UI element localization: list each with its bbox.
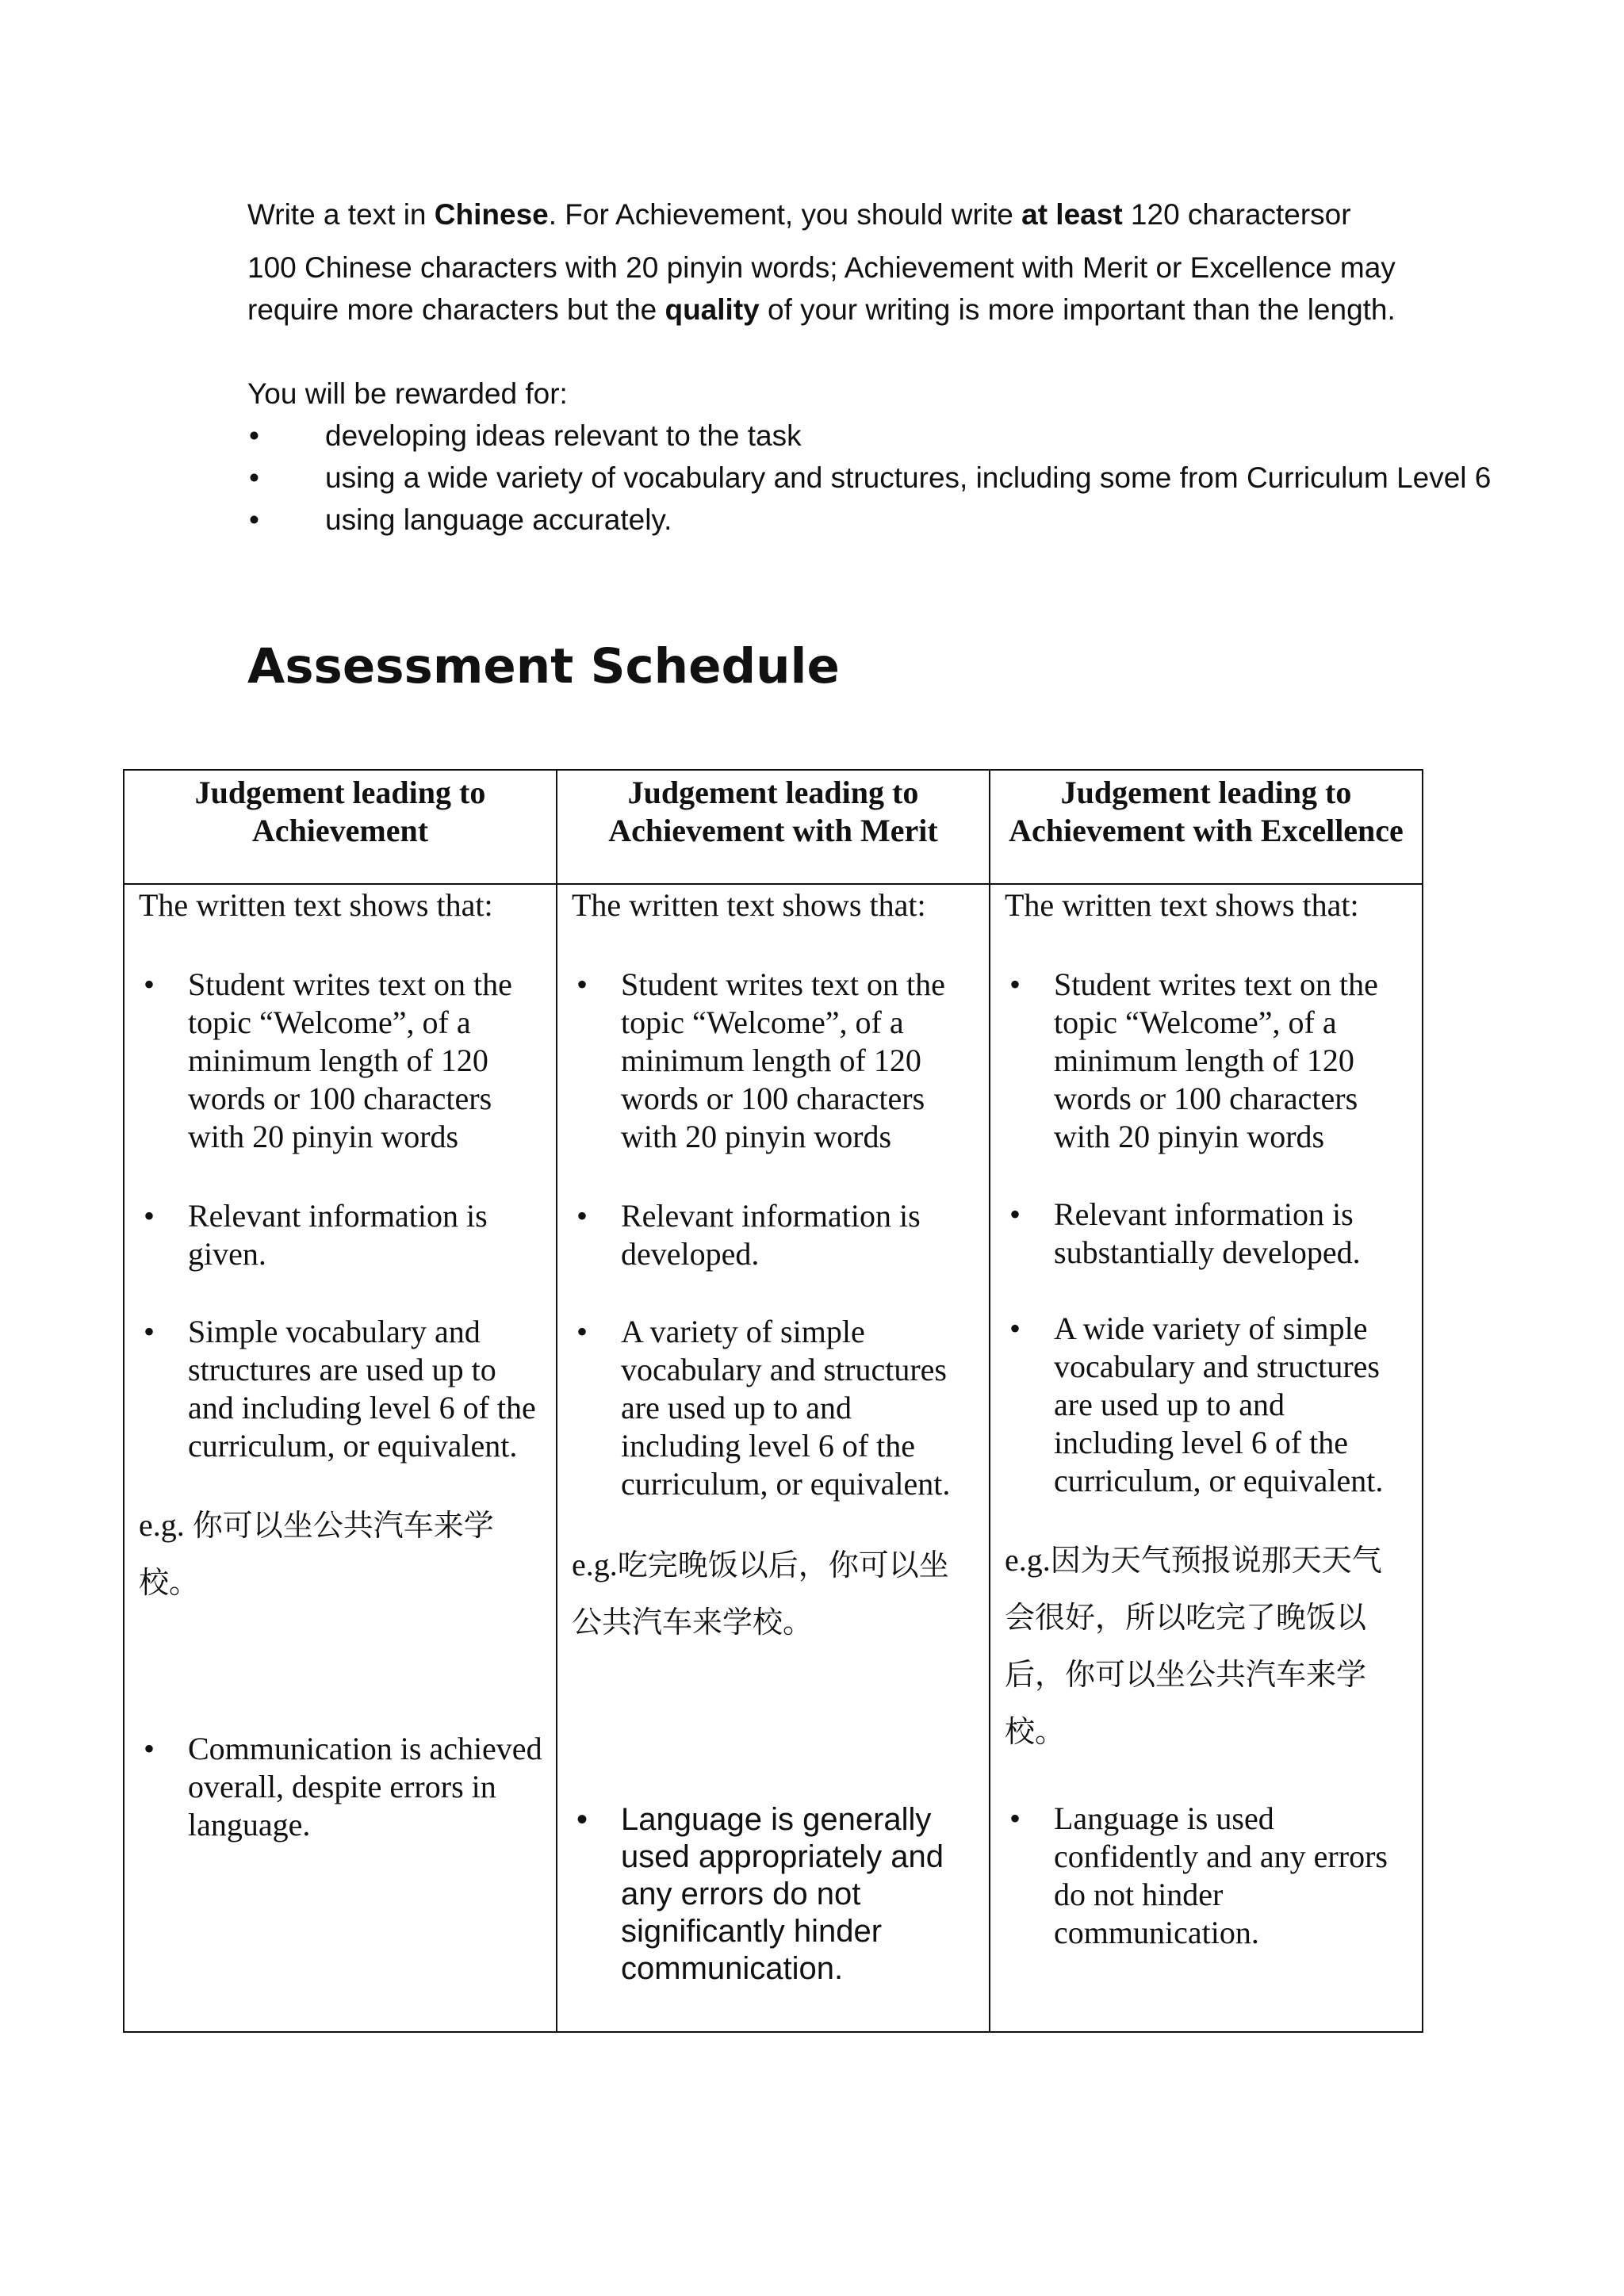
criterion-text: Student writes text on the topic “Welcome”, of a minimum length of 120 words or 100 characters with 20 pinyin words [188,966,512,1154]
example-label: e.g. [139,1507,193,1543]
excellence-criteria-cell [990,884,1423,2032]
criterion-item [1005,1310,1411,1500]
reward-text: using a wide variety of vocabulary and structures, including some from Curriculum Level 6 [325,461,1492,494]
reward-list [247,415,1595,541]
example-sentence [139,1497,545,1611]
bullet-icon: • [576,1198,588,1234]
bullet-icon: • [144,966,155,1002]
bullet-icon: • [1009,1800,1021,1836]
instructions-text: 120 charactersor [1122,198,1351,231]
criterion-text: Relevant information is developed. [621,1198,921,1272]
criterion-item [572,1313,978,1503]
reward-text: developing ideas relevant to the task [325,419,802,452]
criterion-text: A wide variety of simple vocabulary and structures are used up to and including level 6 of the curriculum, or equivalent. [1054,1311,1384,1498]
instructions-text: of your writing is more important than the length. [759,293,1396,326]
criterion-text: Relevant information is given. [188,1198,488,1272]
criterion-item [1005,1196,1411,1272]
example-chinese-text: 你可以坐公共汽车来学校。 [139,1508,494,1600]
reward-item [247,499,1595,541]
reward-item [247,457,1595,499]
bullet-icon: • [576,966,588,1002]
bullet-icon: • [576,1314,588,1349]
criterion-item [139,1730,545,1844]
achievement-criteria-cell [124,884,557,2032]
bullet-icon: • [576,1802,588,1837]
criterion-item [139,966,545,1156]
criterion-item [572,1197,978,1273]
bullet-icon: • [249,503,259,536]
example-sentence [572,1536,978,1651]
header-achievement: Judgement leading to Achievement [124,770,557,884]
instructions-paragraph [247,247,1405,331]
instructions-line-1 [247,193,1595,235]
bullet-icon: • [144,1314,155,1349]
instructions-bold-quality: quality [665,293,760,326]
criterion-item [139,1313,545,1465]
cell-intro: The written text shows that: [1005,887,1359,923]
criterion-text: Simple vocabulary and structures are used up to and including level 6 of the curriculum, or equivalent. [188,1314,536,1464]
bullet-icon: • [1009,966,1021,1002]
example-sentence [1005,1532,1411,1760]
instructions-bold-at-least: at least [1021,198,1123,231]
criterion-item [572,1801,978,1988]
assessment-schedule-table [123,769,1423,2033]
criterion-text: Student writes text on the topic “Welcome”, of a minimum length of 120 words or 100 characters with 20 pinyin words [621,966,945,1154]
bullet-icon: • [1009,1196,1021,1232]
example-chinese-text: 吃完晚饭以后，你可以坐公共汽车来学校。 [572,1548,949,1640]
bullet-icon: • [249,461,259,494]
instructions-bold-chinese: Chinese [434,198,549,231]
table-header-row [124,770,1423,884]
bullet-icon: • [249,419,259,452]
criterion-item [1005,966,1411,1156]
example-label: e.g. [1005,1542,1051,1578]
rewarded-intro: You will be rewarded for: [247,377,568,410]
reward-item [247,415,1595,457]
cell-intro: The written text shows that: [139,887,493,923]
reward-text: using language accurately. [325,503,672,536]
header-merit: Judgement leading to Achievement with Merit [557,770,990,884]
page-title: Assessment Schedule [247,638,840,695]
merit-criteria-cell [557,884,990,2032]
criterion-text: Communication is achieved overall, despite errors in language. [188,1731,542,1843]
criterion-text: A variety of simple vocabulary and structures are used up to and including level 6 of the curriculum, or equivalent. [621,1314,951,1502]
bullet-icon: • [1009,1311,1021,1346]
instructions-text: 100 Chinese characters with 20 pinyin words; Achievement with Merit or Excellence may require more characters but the [247,251,1396,326]
cell-intro: The written text shows that: [572,887,926,923]
instructions-text: . For Achievement, you should write [548,198,1022,231]
table-row [124,884,1423,2032]
criterion-text: Language is generally used appropriately and any errors do not significantly hinder communication. [621,1802,944,1986]
criterion-item [139,1197,545,1273]
instructions-text: Write a text in [247,198,435,231]
criterion-text: Relevant information is substantially developed. [1054,1196,1361,1270]
example-chinese-text: 因为天气预报说那天天气会很好，所以吃完了晚饭以后，你可以坐公共汽车来学校。 [1005,1543,1382,1749]
bullet-icon: • [144,1731,155,1766]
criterion-item [572,966,978,1156]
criterion-text: Student writes text on the topic “Welcome”, of a minimum length of 120 words or 100 characters with 20 pinyin words [1054,966,1378,1154]
example-label: e.g. [572,1547,618,1582]
header-excellence: Judgement leading to Achievement with Excellence [990,770,1423,884]
instructions [247,193,1595,541]
bullet-icon: • [144,1198,155,1234]
criterion-item [1005,1800,1411,1952]
criterion-text: Language is used confidently and any errors do not hinder communication. [1054,1800,1388,1950]
